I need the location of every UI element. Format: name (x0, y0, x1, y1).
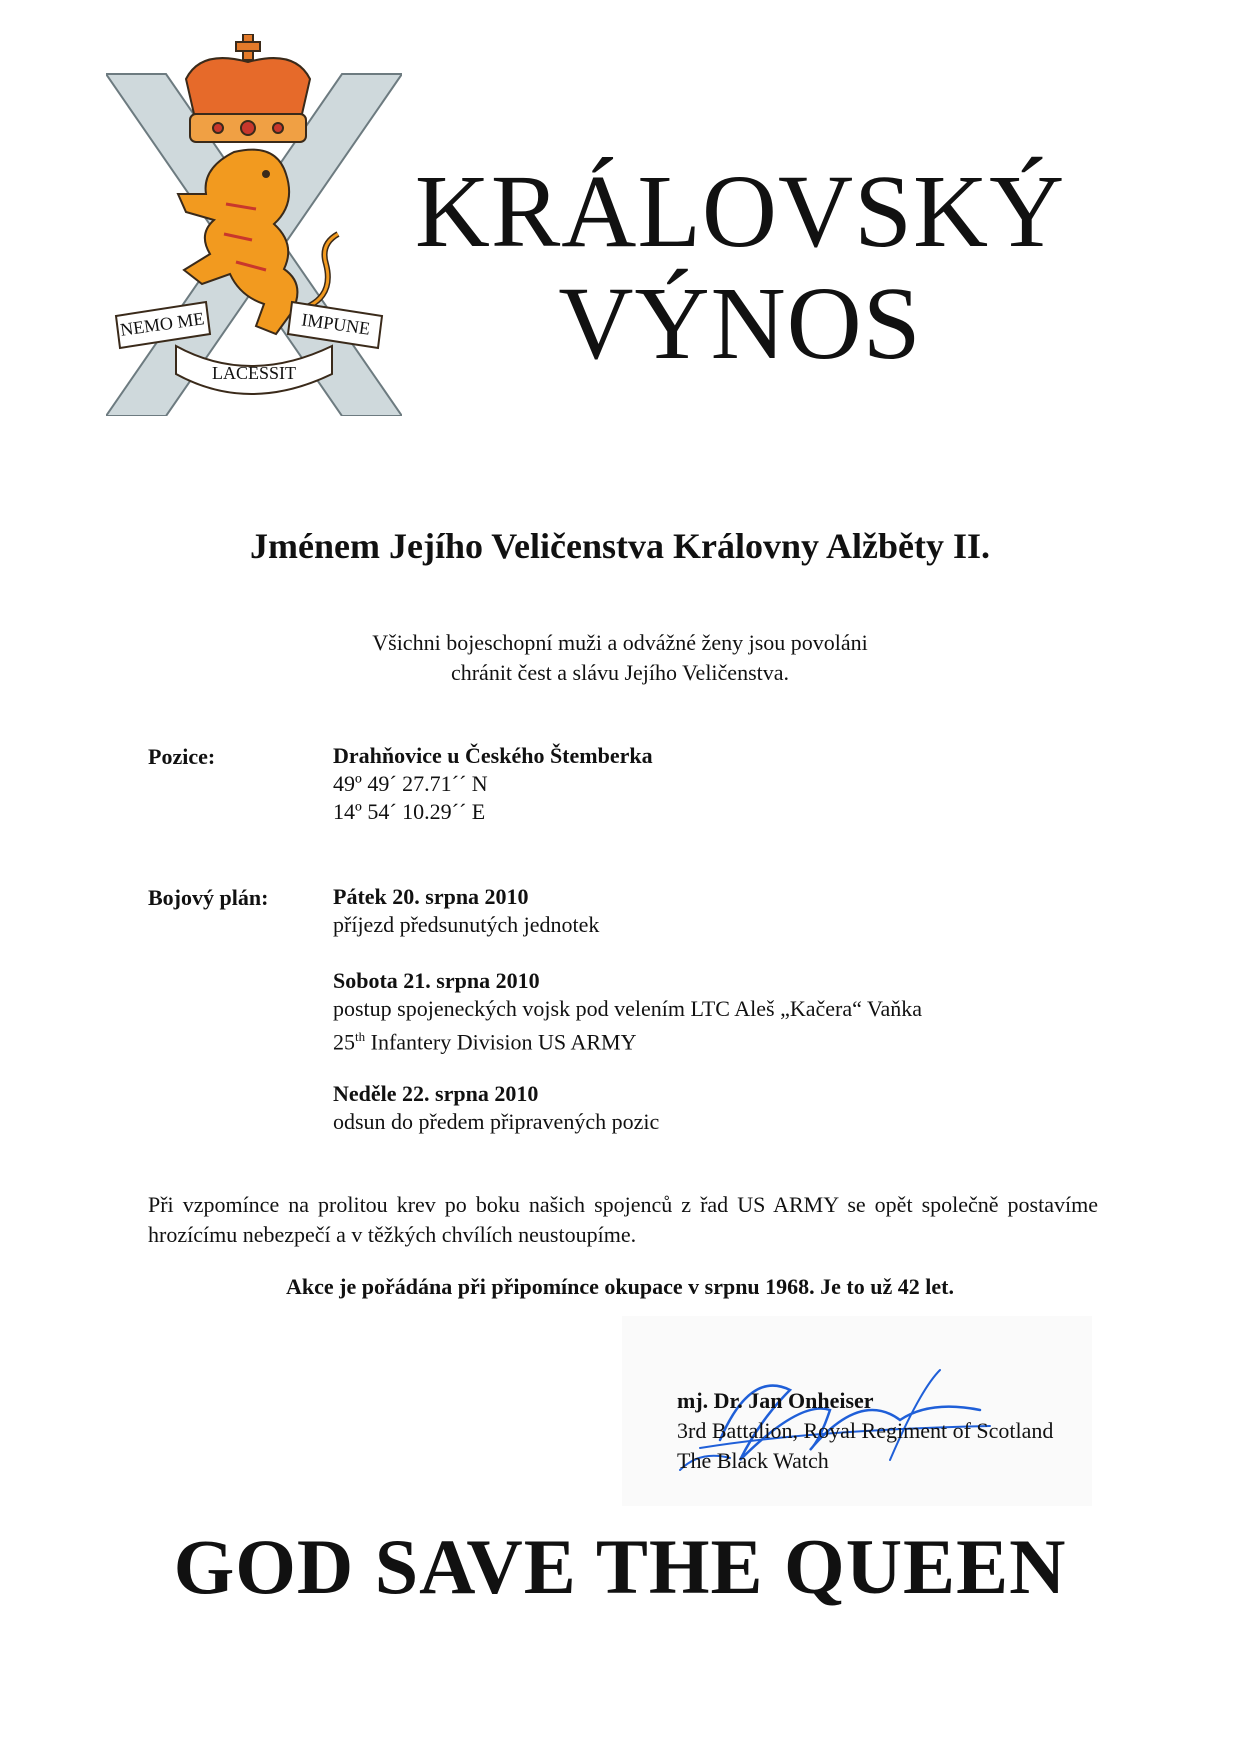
crown-icon (186, 34, 310, 142)
day-1-description: příjezd předsunutých jednotek (333, 912, 600, 937)
memorial-paragraph: Při vzpomínce na prolitou krev po boku našich spojenců z řad US ARMY se opět společně postavíme hrozícímu nebezpečí a v těžkých chvílích neustoupíme. (148, 1192, 1098, 1247)
day-2-description: postup spojeneckých vojsk pod velením LTC Aleš „Kačera“ Vaňka (333, 996, 922, 1021)
signatory-unit: 3rd Battalion, Royal Regiment of Scotland (677, 1418, 1054, 1443)
call-line-2: chránit čest a slávu Jejího Veličenstva. (450, 660, 790, 685)
plan-day-3 (333, 1080, 659, 1136)
position-longitude: 14º 54´ 10.29´´ E (333, 799, 486, 824)
signatory-block (677, 1386, 1053, 1476)
document-title-line2: VÝNOS (558, 266, 922, 381)
plan-day-1 (333, 883, 599, 939)
position-latitude: 49º 49´ 27.71´´ N (333, 771, 488, 796)
day-2-date: Sobota 21. srpna 2010 (333, 968, 540, 993)
unit-name: Infantery Division US ARMY (365, 1029, 637, 1055)
day-3-description: odsun do předem připravených pozic (333, 1109, 660, 1134)
regimental-emblem (106, 34, 402, 416)
unit-number: 25 (333, 1029, 355, 1055)
day-1-date: Pátek 20. srpna 2010 (333, 884, 529, 909)
position-label: Pozice: (148, 744, 216, 769)
motto-right: IMPUNE (300, 309, 372, 339)
signatory-name: mj. Dr. Jan Onheiser (677, 1388, 874, 1413)
battle-plan-label: Bojový plán: (148, 885, 269, 910)
position-place: Drahňovice u Českého Štemberka (333, 743, 653, 768)
day-2-unit (333, 1023, 922, 1056)
document-title-line1: KRÁLOVSKÝ (414, 154, 1066, 269)
plan-day-2 (333, 967, 922, 1056)
call-line-1: Všichni bojeschopní muži a odvážné ženy jsou povoláni (372, 630, 868, 655)
unit-ordinal: th (355, 1029, 366, 1044)
decree-heading: Jménem Jejího Veličenstva Královny Alžběty II. (250, 526, 990, 566)
anniversary-note: Akce je pořádána při připomínce okupace v srpnu 1968. Je to už 42 let. (286, 1274, 954, 1299)
day-3-date: Neděle 22. srpna 2010 (333, 1081, 539, 1106)
god-save-the-queen-footer: GOD SAVE THE QUEEN (173, 1523, 1067, 1610)
motto-bottom: LACESSIT (211, 363, 297, 383)
call-to-arms (0, 628, 1240, 688)
position-details (333, 742, 653, 826)
signatory-regiment: The Black Watch (677, 1448, 829, 1473)
emblem-graphic (106, 34, 402, 416)
motto-left: NEMO ME (118, 308, 206, 340)
